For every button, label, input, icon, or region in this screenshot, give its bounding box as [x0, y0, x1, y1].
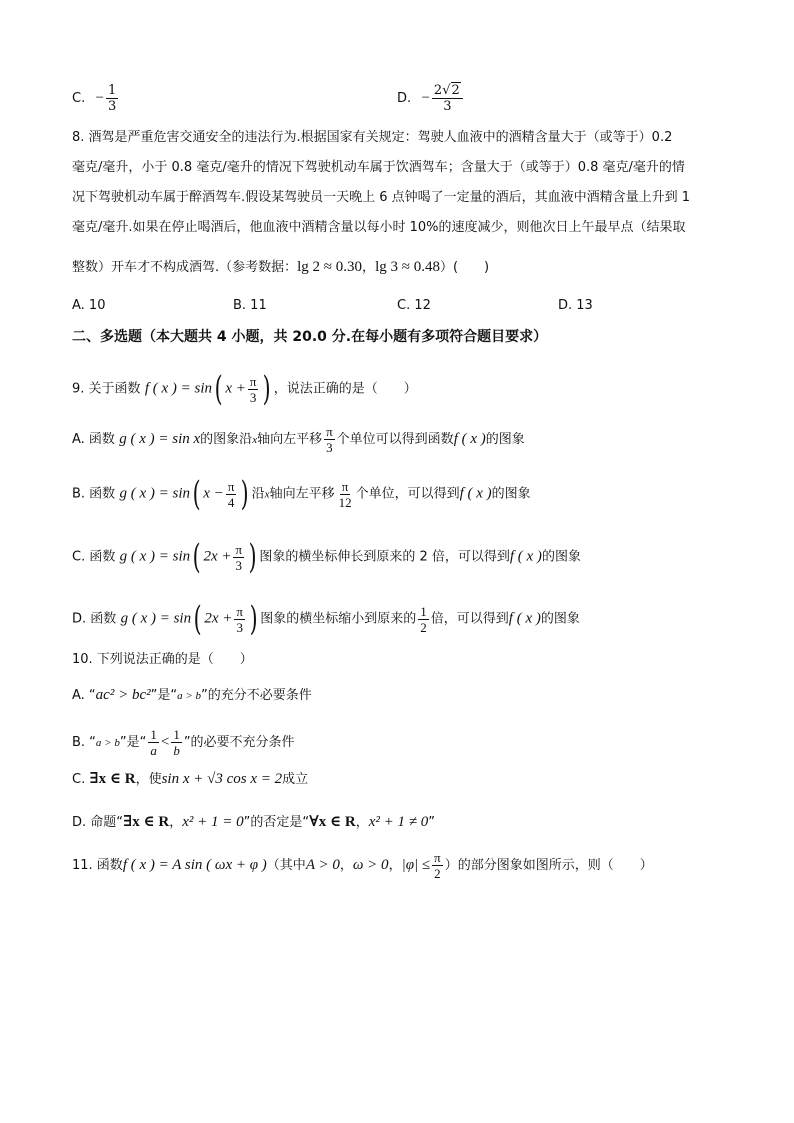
text: ”的充分不必要条件 [201, 688, 312, 703]
denominator: 3 [235, 557, 242, 573]
formula: x − [203, 485, 224, 502]
q8-option-b[interactable]: B. 11 [233, 298, 267, 313]
q8-option-c[interactable]: C. 12 [397, 298, 431, 313]
fraction-pi-3 [234, 605, 245, 634]
q10-option-c[interactable] [72, 769, 308, 790]
numerator: π [341, 478, 349, 494]
right-paren: ) [248, 537, 257, 577]
formula: ac² > bc² [95, 687, 151, 703]
formula: ∃x ∈ R [89, 771, 136, 787]
text: B. “ [72, 735, 96, 750]
q10-stem: 10. 下列说法正确的是（ ） [72, 652, 253, 667]
text: 沿 [251, 486, 265, 502]
formula: x² + 1 ≠ 0 [368, 814, 429, 830]
text: ”是“ [119, 735, 147, 750]
minus-sign: − [95, 90, 104, 106]
fraction-pi-3 [248, 375, 259, 404]
q8-option-d[interactable]: D. 13 [558, 298, 593, 313]
formula: 2x + [204, 610, 233, 627]
right-paren: ) [263, 369, 272, 409]
option-label: C. [72, 91, 86, 106]
left-paren: ( [192, 537, 201, 577]
numerator: 1 [420, 603, 427, 619]
denominator: 2 [420, 619, 427, 635]
numerator: π [434, 850, 441, 865]
numerator: π [326, 424, 333, 439]
text: 的图象 [540, 611, 580, 627]
text: 轴向左平移 [269, 486, 335, 502]
text: 9. 关于函数 [72, 381, 141, 397]
text: A. “ [72, 688, 96, 703]
text: ” [428, 815, 435, 830]
q10-option-a[interactable] [72, 685, 312, 706]
fraction-pi-2 [432, 851, 443, 880]
q8-stem-line-1: 8. 酒驾是严重危害交通安全的违法行为.根据国家有关规定：驾驶人血液中的酒精含量大于（或等于）0.2 [72, 130, 673, 145]
text: 个单位可以得到函数 [336, 432, 454, 447]
formula: a > b [177, 690, 202, 702]
q8-option-a[interactable]: A. 10 [72, 298, 106, 313]
text: （其中 [266, 858, 306, 873]
formula: ∀x ∈ R [309, 814, 356, 830]
denominator: 12 [338, 494, 352, 510]
text: ， [169, 815, 183, 830]
formula: g ( x ) = sin x [119, 431, 201, 447]
text: 成立 [282, 772, 309, 787]
formula: x² + 1 = 0 [182, 814, 244, 830]
numerator: 1 [173, 727, 180, 742]
numerator: 1 [150, 727, 157, 742]
radicand: 2 [451, 83, 460, 98]
q9-stem [72, 369, 417, 409]
text: ， [362, 260, 376, 275]
fraction-1-b [171, 728, 182, 757]
q9-option-b[interactable] [72, 474, 531, 514]
formula: ω > 0 [352, 857, 389, 873]
denominator: 4 [227, 494, 235, 510]
text: 图象的横坐标缩小到原来的 [260, 611, 417, 627]
numerator: 1 [107, 83, 117, 98]
formula: g ( x ) = sin [119, 485, 191, 502]
text: B. 函数 [72, 486, 116, 502]
text: D. 函数 [72, 611, 117, 627]
formula-lg2: lg 2 ≈ 0.30 [297, 259, 363, 275]
text: 整数）开车才不构成酒驾.（参考数据： [72, 260, 298, 275]
formula: f ( x ) = A sin ( ωx + φ ) [122, 857, 267, 873]
text: ， [339, 858, 353, 873]
formula: |φ| ≤ [401, 857, 431, 873]
text: ， [388, 858, 402, 873]
q10-option-d[interactable] [72, 812, 435, 833]
text: ”的否定是“ [243, 815, 310, 830]
formula: 2x + [203, 548, 232, 565]
denominator: 3 [236, 619, 243, 635]
q11-stem [72, 851, 653, 880]
q8-stem-line-3: 况下驾驶机动车属于醉酒驾车.假设某驾驶员一天晚上 6 点钟喝了一定量的酒后，其血液中酒精含量上升到 1 [72, 190, 691, 205]
formula: f ( x ) [453, 431, 486, 447]
q7-option-d[interactable] [397, 84, 465, 113]
formula: g ( x ) = sin [119, 548, 191, 565]
formula: x [264, 488, 270, 501]
fraction-pi-12 [337, 480, 354, 509]
text: ）的部分图象如图所示，则（ ） [444, 858, 653, 873]
fraction-pi-3 [233, 543, 244, 572]
formula: g ( x ) = sin [120, 610, 192, 627]
numerator: π [236, 603, 243, 619]
option-label: D. [397, 91, 412, 106]
denominator: 3 [107, 99, 117, 114]
text: D. 命题“ [72, 815, 124, 830]
fraction-pi-4 [226, 480, 237, 509]
formula: x + [225, 380, 246, 397]
text: 的图象 [541, 549, 581, 565]
denominator: 3 [443, 99, 452, 114]
q8-stem-line-4: 毫克/毫升.如果在停止喝酒后，他血液中酒精含量以每小时 10%的速度减少，则他次日上午最早点（结果取 [72, 220, 686, 235]
text: 倍，可以得到 [430, 611, 509, 627]
right-paren: ) [241, 474, 250, 514]
left-paren: ( [214, 369, 223, 409]
denominator: 2 [434, 866, 441, 881]
q9-option-d[interactable] [72, 599, 580, 639]
text: A. 函数 [72, 432, 115, 447]
formula: f ( x ) = sin [144, 380, 213, 397]
formula: f ( x ) [508, 610, 541, 627]
numerator: π [235, 541, 243, 557]
text: 图象的横坐标伸长到原来的 2 倍，可以得到 [259, 549, 510, 565]
formula: f ( x ) [509, 548, 542, 565]
q8-stem-line-5 [72, 257, 489, 278]
formula-lg3: lg 3 ≈ 0.48 [375, 259, 440, 275]
denominator: a [150, 743, 157, 758]
text: C. [72, 772, 90, 787]
text: ，说法正确的是（ ） [273, 381, 417, 397]
formula: x [252, 434, 258, 446]
less-than: < [160, 734, 170, 750]
formula: A > 0 [305, 857, 340, 873]
numerator: π [227, 478, 235, 494]
text: 11. 函数 [72, 858, 123, 873]
text: ， [355, 815, 369, 830]
formula: sin x + √3 cos x = 2 [161, 771, 283, 787]
numerator: 2√2 [432, 84, 463, 99]
q9-option-a[interactable] [72, 425, 525, 454]
denominator: 3 [326, 440, 333, 455]
text: ”是“ [150, 688, 178, 703]
fraction-half [418, 605, 429, 634]
denominator: 3 [249, 389, 257, 405]
q10-option-b[interactable] [72, 728, 295, 757]
text: ”的必要不充分条件 [183, 735, 295, 750]
formula: ∃x ∈ R [123, 814, 170, 830]
text: 个单位，可以得到 [355, 486, 460, 502]
fraction-pi-3 [324, 425, 335, 454]
left-paren: ( [193, 599, 202, 639]
q8-stem-line-2: 毫克/毫升，小于 0.8 毫克/毫升的情况下驾驶机动车属于饮酒驾车；含量大于（或等于）0.8 毫克/毫升的情 [72, 160, 685, 175]
left-paren: ( [192, 474, 201, 514]
formula: a > b [95, 737, 120, 749]
text: C. 函数 [72, 549, 116, 565]
fraction [106, 84, 118, 113]
text: 的图象沿 [200, 432, 253, 447]
text: 的图象 [491, 486, 531, 502]
text: 的图象 [485, 432, 525, 447]
numerator: π [249, 373, 257, 389]
section-heading: 二、多选题（本大题共 4 小题，共 20.0 分.在每小题有多项符合题目要求） [72, 329, 548, 345]
text: 轴向左平移 [257, 432, 323, 447]
coefficient: 2 [433, 83, 443, 98]
right-paren: ) [249, 599, 258, 639]
fraction-1-a [148, 728, 159, 757]
q9-option-c[interactable] [72, 537, 581, 577]
q7-option-c[interactable] [72, 84, 120, 113]
fraction [432, 84, 463, 113]
text: ，使 [135, 772, 162, 787]
minus-sign: − [421, 90, 430, 106]
formula: f ( x ) [459, 485, 492, 502]
denominator: b [173, 743, 180, 758]
answer-blank: ）( ) [439, 260, 490, 275]
